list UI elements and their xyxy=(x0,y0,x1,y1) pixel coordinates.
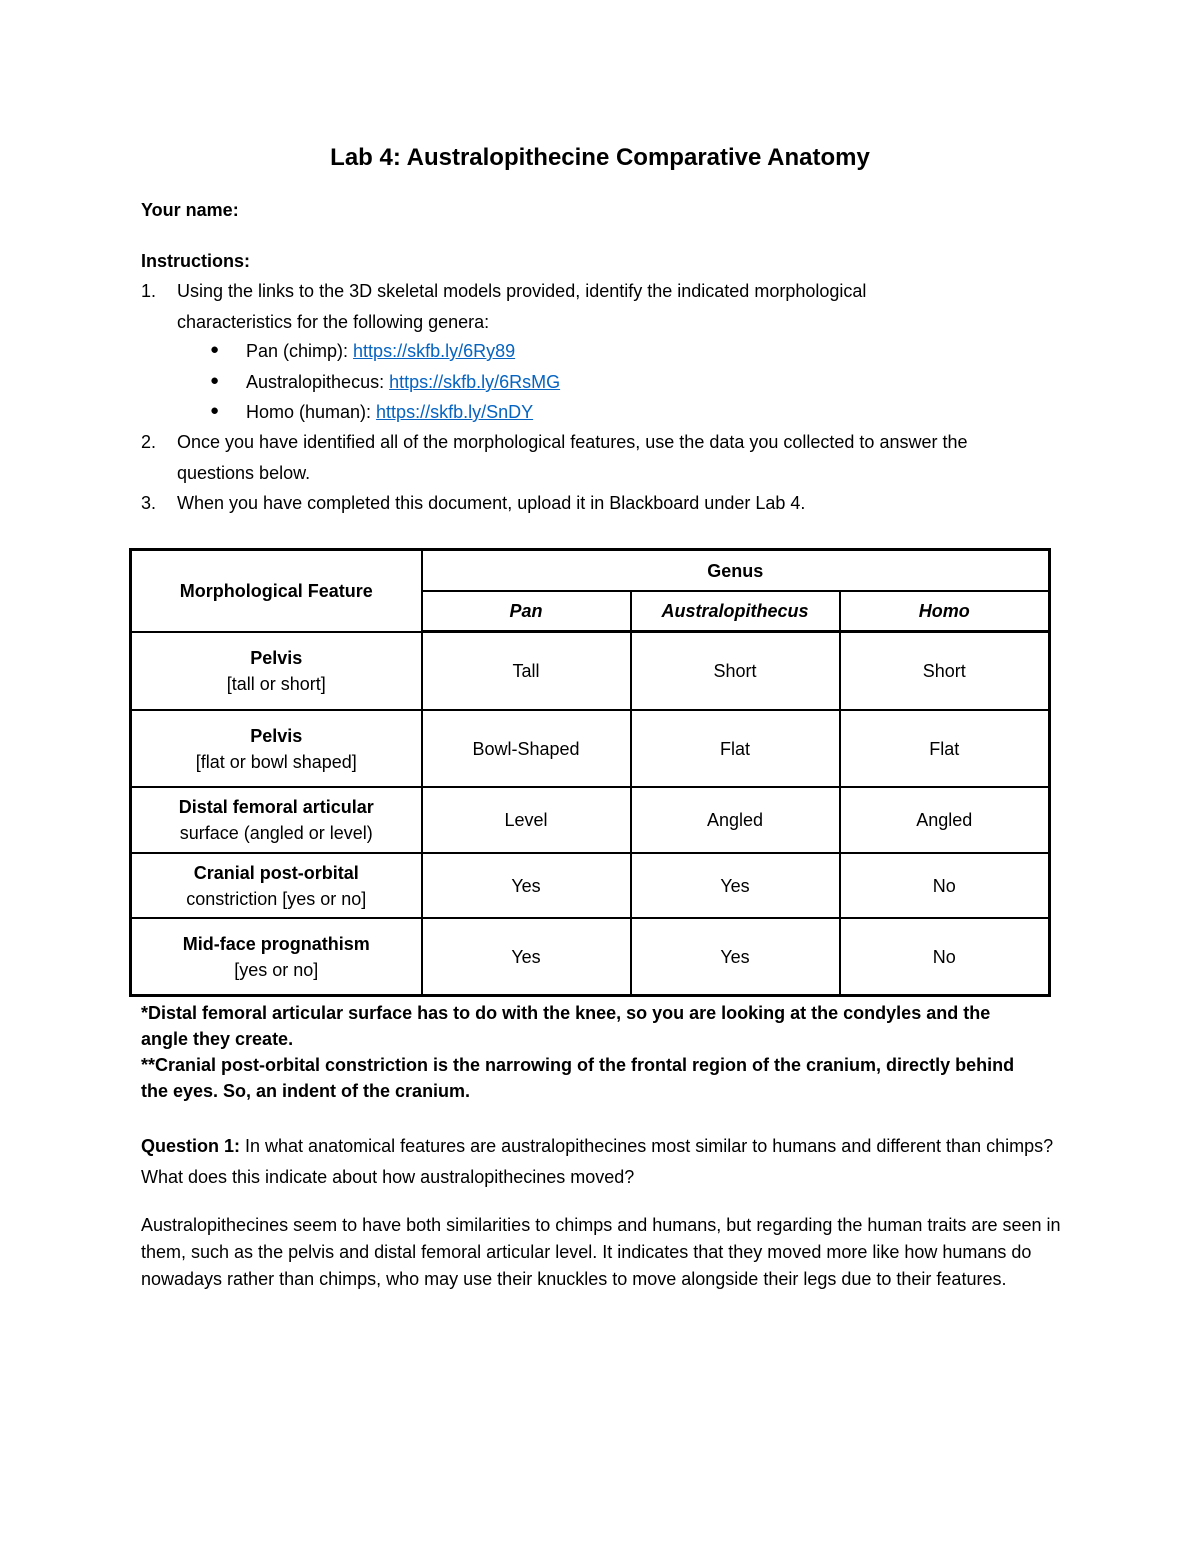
feature-cell xyxy=(131,853,422,918)
value-cell: Bowl-Shaped xyxy=(422,710,631,787)
bullet-text xyxy=(246,372,560,393)
bullet-icon: ● xyxy=(210,402,220,419)
table-row xyxy=(131,632,1050,711)
feature-cell xyxy=(131,918,422,996)
feature-hint: surface (angled or level) xyxy=(179,823,373,843)
value-cell: Yes xyxy=(422,918,631,996)
feature-hint: [yes or no] xyxy=(234,959,319,980)
item-number: 3. xyxy=(141,493,157,513)
value-cell: No xyxy=(840,918,1050,996)
feature-name: Distal femoral articular xyxy=(178,797,374,817)
genus-header: Genus xyxy=(422,550,1050,592)
table-row xyxy=(131,853,1050,918)
value-cell: Yes xyxy=(631,918,840,996)
genus-homo-header: Homo xyxy=(840,591,1050,632)
bullet-label: Australopithecus: xyxy=(246,372,390,392)
your-name-label: Your name: xyxy=(141,200,239,220)
item-text: characteristics for the following genera: xyxy=(177,312,490,332)
value-cell: Flat xyxy=(631,710,840,787)
australopithecus-model-link[interactable]: https://skfb.ly/6RsMG xyxy=(389,372,561,392)
feature-name: Pelvis xyxy=(250,647,303,668)
value-cell: Angled xyxy=(631,787,840,853)
feature-name: Pelvis xyxy=(250,725,303,746)
morphology-table xyxy=(129,548,1051,997)
value-cell: No xyxy=(840,853,1050,918)
feature-cell xyxy=(131,787,422,853)
item-text: questions below. xyxy=(177,463,311,483)
answer-1: Australopithecines seem to have both similarities to chimps and humans, but regarding the human traits are seen in them, such as the pelvis and distal femoral articular level. It indicates that they moved more like how humans do nowadays rather than chimps, who may use their knuckles to move alongside their legs due to their features. xyxy=(141,1215,1061,1289)
bullet-icon: ● xyxy=(210,341,220,358)
feature-hint: [tall or short] xyxy=(226,673,326,694)
feature-cell xyxy=(131,632,422,711)
pan-model-link[interactable]: https://skfb.ly/6Ry89 xyxy=(353,341,516,361)
homo-model-link[interactable]: https://skfb.ly/SnDY xyxy=(376,402,534,422)
table-row xyxy=(131,787,1050,853)
item-text: When you have completed this document, upload it in Blackboard under Lab 4. xyxy=(177,493,806,513)
value-cell: Yes xyxy=(631,853,840,918)
value-cell: Angled xyxy=(840,787,1050,853)
item-text: Using the links to the 3D skeletal models provided, identify the indicated morphological xyxy=(177,281,867,301)
genus-australopithecus-header: Australopithecus xyxy=(631,591,840,632)
value-cell: Tall xyxy=(422,632,631,711)
bullet-text xyxy=(246,402,533,423)
genus-pan-header: Pan xyxy=(422,591,631,632)
page-title: Lab 4: Australopithecine Comparative Anatomy xyxy=(330,144,870,171)
table-row xyxy=(131,918,1050,996)
value-cell: Short xyxy=(631,632,840,711)
feature-name: Mid-face prognathism xyxy=(182,933,370,954)
value-cell: Level xyxy=(422,787,631,853)
footnote-distal-femoral: *Distal femoral articular surface has to do with the knee, so you are looking at the condyles and the angle they create. xyxy=(141,1003,991,1049)
bullet-label: Pan (chimp): xyxy=(246,341,354,361)
question-text: In what anatomical features are australopithecines most similar to humans and different than chimps? What does this indicate about how australopithecines moved? xyxy=(141,1136,1054,1187)
question-1 xyxy=(141,1131,1071,1193)
item-text: Once you have identified all of the morphological features, use the data you collected to answer the xyxy=(177,432,968,452)
feature-header: Morphological Feature xyxy=(131,550,422,632)
bullet-icon: ● xyxy=(210,372,220,389)
bullet-label: Homo (human): xyxy=(246,402,377,422)
item-number: 1. xyxy=(141,281,157,301)
value-cell: Yes xyxy=(422,853,631,918)
value-cell: Short xyxy=(840,632,1050,711)
item-number: 2. xyxy=(141,432,157,452)
feature-cell xyxy=(131,710,422,787)
feature-hint: constriction [yes or no] xyxy=(186,888,367,909)
feature-name: Cranial post-orbital xyxy=(193,862,359,883)
table-row xyxy=(131,710,1050,787)
bullet-text xyxy=(246,341,515,362)
question-label: Question 1: xyxy=(141,1136,241,1156)
instructions-label: Instructions: xyxy=(141,251,251,271)
footnote-post-orbital: **Cranial post-orbital constriction is the narrowing of the frontal region of the cranium, directly behind the eyes. So, an indent of the cranium. xyxy=(141,1055,1015,1101)
feature-hint: [flat or bowl shaped] xyxy=(195,751,357,772)
value-cell: Flat xyxy=(840,710,1050,787)
